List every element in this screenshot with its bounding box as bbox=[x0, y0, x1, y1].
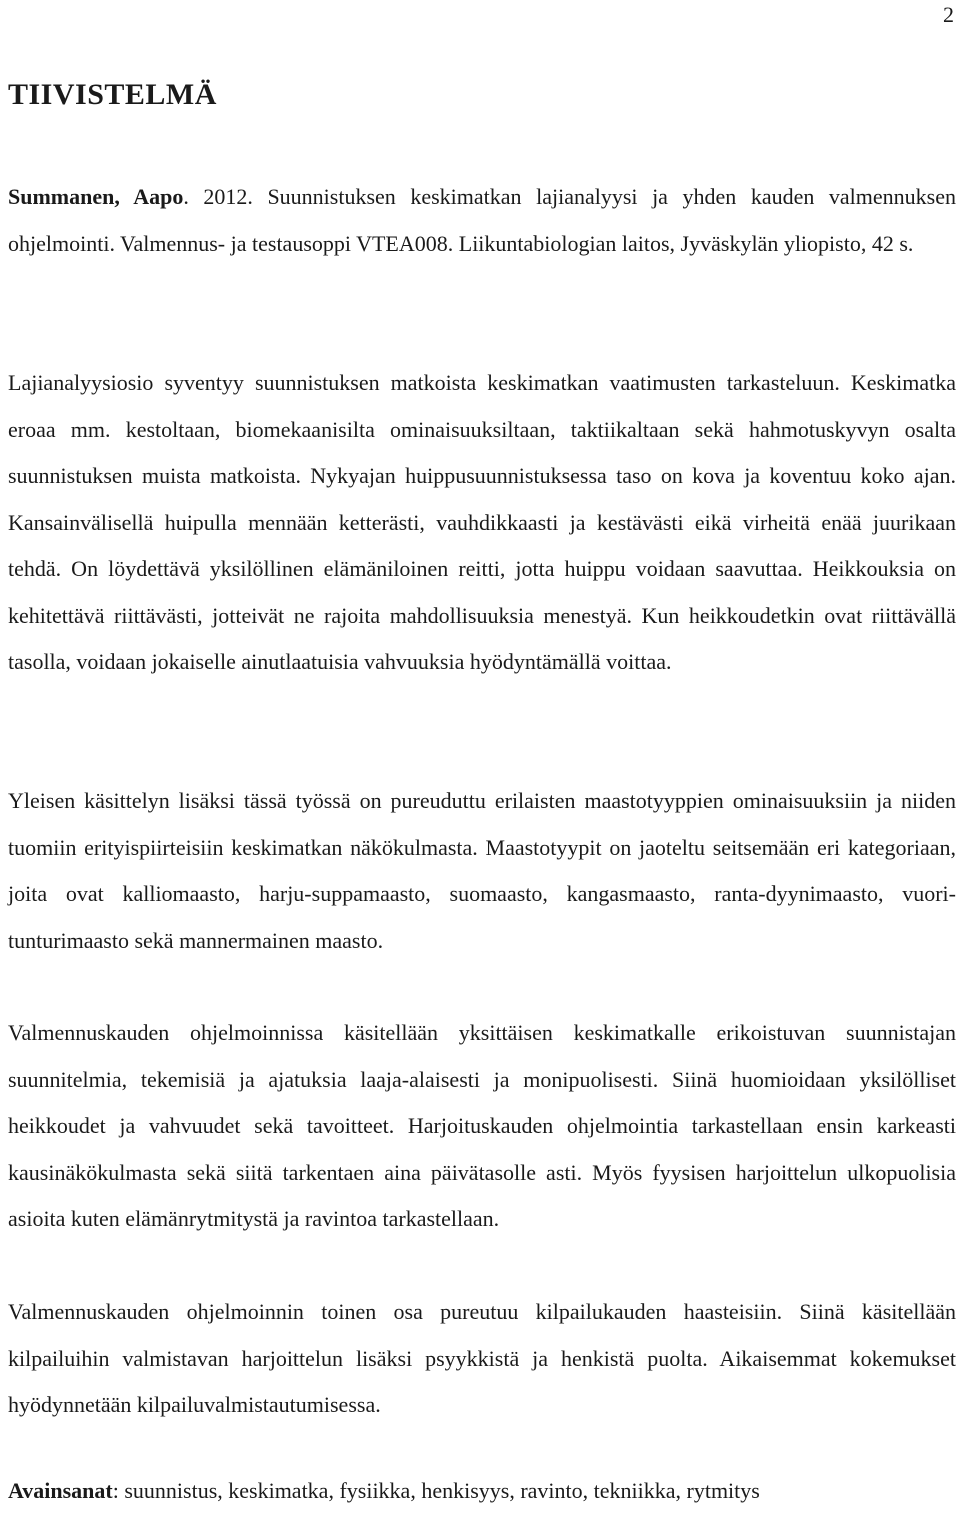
page-title: TIIVISTELMÄ bbox=[8, 78, 217, 111]
citation bbox=[8, 174, 956, 267]
abstract-paragraph-1: Lajianalyysiosio syventyy suunnistuksen matkoista keskimatkan vaatimusten tarkasteluun. Keskimatka eroaa mm. kestoltaan, biomekaanisilta ominaisuuksiltaan, taktiikaltaan sekä hahmotuskyvyn osalta suunnistuksen muista matkoista. Nykyajan huippusuunnistuksessa taso on kova ja koventuu koko ajan. Kansainvälisellä huipulla mennään ketterästi, vauhdikkaasti ja kestävästi eikä virheitä enää juurikaan tehdä. On löydettävä yksilöllinen elämäniloinen reitti, jotta huippu voidaan saavuttaa. Heikkouksia on kehitettävä riittävästi, jotteivät ne rajoita mahdollisuuksia menestyä. Kun heikkoudetkin ovat riittävällä tasolla, voidaan jokaiselle ainutlaatuisia vahvuuksia hyödyntämällä voittaa. bbox=[8, 370, 956, 674]
keywords-list: : suunnistus, keskimatka, fysiikka, henkisyys, ravinto, tekniikka, rytmitys bbox=[112, 1478, 760, 1503]
keywords-label: Avainsanat bbox=[8, 1478, 113, 1503]
page-number: 2 bbox=[943, 2, 954, 27]
abstract-paragraph-4: Valmennuskauden ohjelmoinnin toinen osa pureutuu kilpailukauden haasteisiin. Siinä käsitellään kilpailuihin valmistavan harjoittelun lisäksi psyykkistä ja henkistä puolta. Aikaisemmat kokemukset hyödynnetään kilpailuvalmistautumisessa. bbox=[8, 1299, 956, 1417]
abstract-paragraph-2: Yleisen käsittelyn lisäksi tässä työssä on pureuduttu erilaisten maastotyyppien ominaisuuksiin ja niiden tuomiin erityispiirteisiin keskimatkan näkökulmasta. Maastotyypit on jaoteltu seitsemään eri kategoriaan, joita ovat kalliomaasto, harju-suppamaasto, suomaasto, kangasmaasto, ranta-dyynimaasto, vuori-tunturimaasto sekä mannermainen maasto. bbox=[8, 788, 956, 953]
citation-details: . 2012. Suunnistuksen keskimatkan lajianalyysi ja yhden kauden valmennuksen ohjelmointi. Valmennus- ja testausoppi VTEA008. Liikuntabiologian laitos, Jyväskylän yliopisto, 42 s. bbox=[8, 184, 956, 256]
citation-author: Summanen, Aapo bbox=[8, 184, 184, 209]
abstract-paragraph-3: Valmennuskauden ohjelmoinnissa käsitellään yksittäisen keskimatkalle erikoistuvan suunnistajan suunnitelmia, tekemisiä ja ajatuksia laaja-alaisesti ja monipuolisesti. Siinä huomioidaan yksilölliset heikkoudet ja vahvuudet sekä tavoitteet. Harjoituskauden ohjelmointia tarkastellaan ensin karkeasti kausinäkökulmasta sekä siitä tarkentaen aina päivätasolle asti. Myös fyysisen harjoittelun ulkopuolisia asioita kuten elämänrytmitystä ja ravintoa tarkastellaan. bbox=[8, 1020, 956, 1231]
keywords bbox=[8, 1478, 956, 1504]
